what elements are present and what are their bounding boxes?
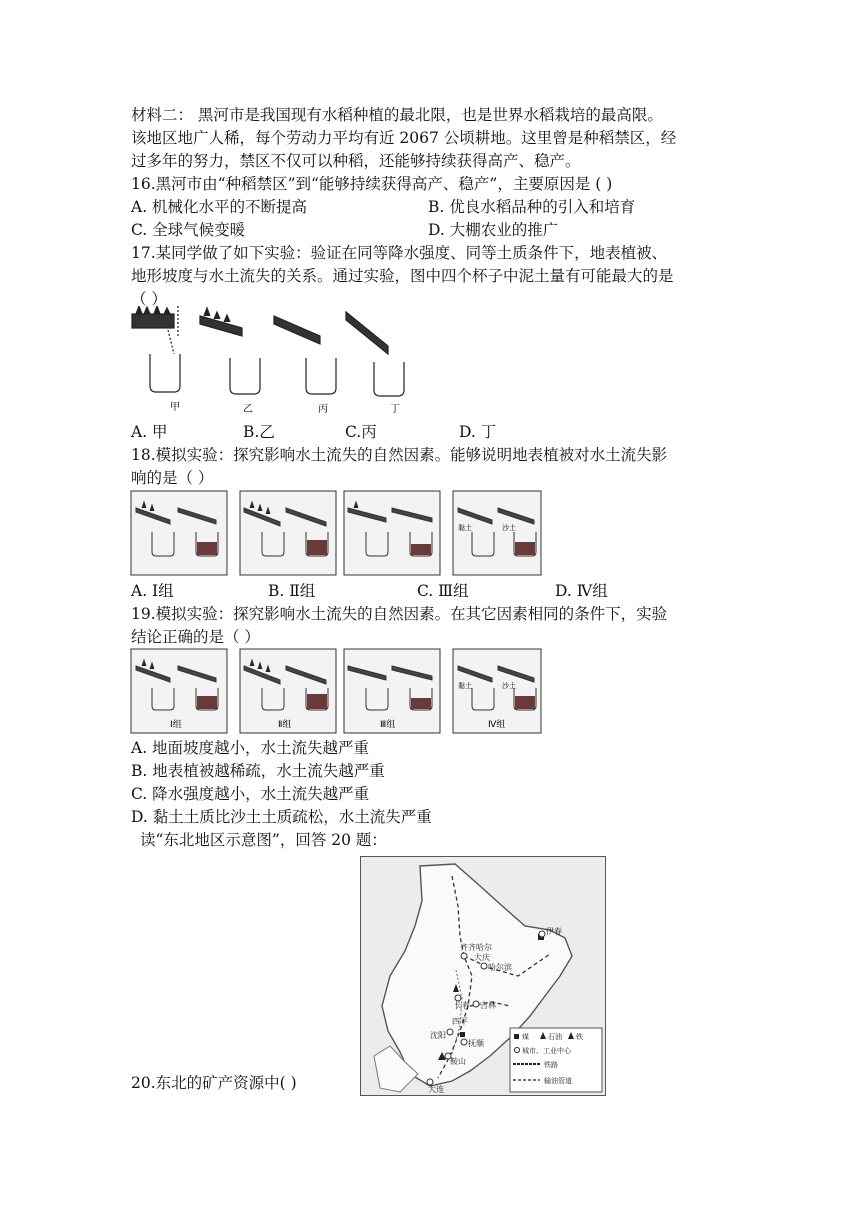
q19-soil-label-clay: 黏土: [458, 682, 472, 690]
q18-soil-label-clay: 黏土: [458, 524, 472, 532]
q17-setup-jia: [132, 306, 180, 392]
q18-stem-line-2: 响的是（ ）: [131, 469, 214, 487]
map-city-fushun: 抚顺: [468, 1039, 484, 1048]
q18-soil-label-sand: 沙土: [502, 524, 516, 532]
q17-cup-label-jia: 甲: [170, 402, 180, 413]
q17-stem-line-3: （ ）: [131, 290, 167, 308]
q17-option-b: B.乙: [243, 423, 275, 441]
q18-stem-line-1: 18.模拟实验：探究影响水土流失的自然因素。能够说明地表植被对水土流失影: [131, 446, 668, 464]
map-city-shenyang: 沈阳: [430, 1031, 446, 1040]
map-city-yichun: 伊春: [546, 927, 562, 936]
q17-setup-yi: [200, 308, 260, 394]
map-legend-city: 城市、工业中心: [522, 1047, 571, 1055]
northeast-map: [360, 856, 606, 1096]
q17-cup-label-yi: 乙: [243, 404, 253, 415]
q19-group-label-4: Ⅳ组: [488, 720, 506, 730]
q17-option-a: A. 甲: [131, 423, 168, 441]
q17-cup-label-ding: 丁: [390, 404, 400, 415]
map-city-jilin: 吉林: [480, 1001, 496, 1010]
q17-option-d: D. 丁: [459, 423, 497, 441]
material2-line-3: 过多年的努力，禁区不仅可以种稻，还能够持续获得高产、稳产。: [131, 152, 581, 170]
q16-option-b: B. 优良水稻品种的引入和培育: [428, 198, 636, 216]
material2-line-1: 材料二： 黑河市是我国现有水稻种植的最北限，也是世界水稻栽培的最高限。: [131, 106, 663, 124]
q19-option-d: D. 黏土土质比沙土土质疏松，水土流失严重: [131, 808, 432, 826]
q19-option-b: B. 地表植被越稀疏，水土流失越严重: [131, 762, 385, 780]
q17-stem-line-1: 17.某同学做了如下实验：验证在同等降水强度、同等土质条件下，地表植被、: [131, 244, 668, 262]
map-city-anshan: 鞍山: [450, 1057, 466, 1066]
q19-group-label-1: Ⅰ组: [170, 720, 182, 730]
q18-option-d: D. Ⅳ组: [555, 582, 608, 600]
q19-option-a: A. 地面坡度越小，水土流失越严重: [131, 739, 370, 757]
q19-group-label-2: Ⅱ组: [278, 720, 292, 730]
material2-line-2: 该地区地广人稀，每个劳动力平均有近 2067 公顷耕地。这里曾是种稻禁区，经: [131, 129, 677, 147]
q16-option-d: D. 大棚农业的推广: [428, 221, 559, 239]
map-intro: 读“东北地区示意图”，回答 20 题：: [140, 831, 387, 849]
map-city-qiqihar: 齐齐哈尔: [460, 943, 492, 952]
q19-experiment-figure: [130, 648, 542, 736]
map-legend-pipeline: 输油管道: [544, 1077, 572, 1085]
q17-stem-line-2: 地形坡度与水土流失的关系。通过实验，图中四个杯子中泥土量有可能最大的是: [131, 267, 674, 285]
q18-option-c: C. Ⅲ组: [417, 582, 469, 600]
q16-stem: 16.黑河市由“种稻禁区”到“能够持续获得高产、稳产”，主要原因是 ( ): [131, 175, 613, 193]
q17-setup-bing: [274, 316, 336, 394]
map-legend-railway: 铁路: [544, 1061, 558, 1069]
map-legend-oil: 石油: [548, 1033, 562, 1041]
q20-stem: 20.东北的矿产资源中( ): [131, 1074, 297, 1092]
q17-option-c: C.丙: [345, 423, 377, 441]
q18-experiment-figure: [130, 490, 542, 578]
map-legend-coal: 煤: [522, 1033, 529, 1041]
q19-group-label-3: Ⅲ组: [380, 720, 396, 730]
q17-cup-label-bing: 丙: [318, 404, 328, 415]
q17-setup-ding: [346, 312, 404, 396]
q19-stem-line-1: 19.模拟实验：探究影响水土流失的自然因素。在其它因素相同的条件下，实验: [131, 605, 668, 623]
map-city-harbin: 哈尔滨: [488, 963, 512, 972]
map-city-changchun: 长春: [454, 1001, 470, 1010]
q17-experiment-figure: [128, 306, 418, 418]
map-city-daqing: 大庆: [474, 953, 490, 962]
map-city-dalian: 大连: [428, 1085, 444, 1094]
map-legend: [510, 1028, 602, 1092]
q16-option-c: C. 全球气候变暖: [131, 221, 246, 239]
map-legend-iron: 铁: [576, 1033, 583, 1041]
map-city-siping: 四平: [452, 1017, 468, 1026]
q18-option-a: A. Ⅰ组: [131, 582, 174, 600]
q19-option-c: C. 降水强度越小，水土流失越严重: [131, 785, 370, 803]
q18-option-b: B. Ⅱ组: [268, 582, 316, 600]
q19-stem-line-2: 结论正确的是（ ）: [131, 628, 260, 646]
q16-option-a: A. 机械化水平的不断提高: [131, 198, 308, 216]
q19-soil-label-sand: 沙土: [502, 682, 516, 690]
